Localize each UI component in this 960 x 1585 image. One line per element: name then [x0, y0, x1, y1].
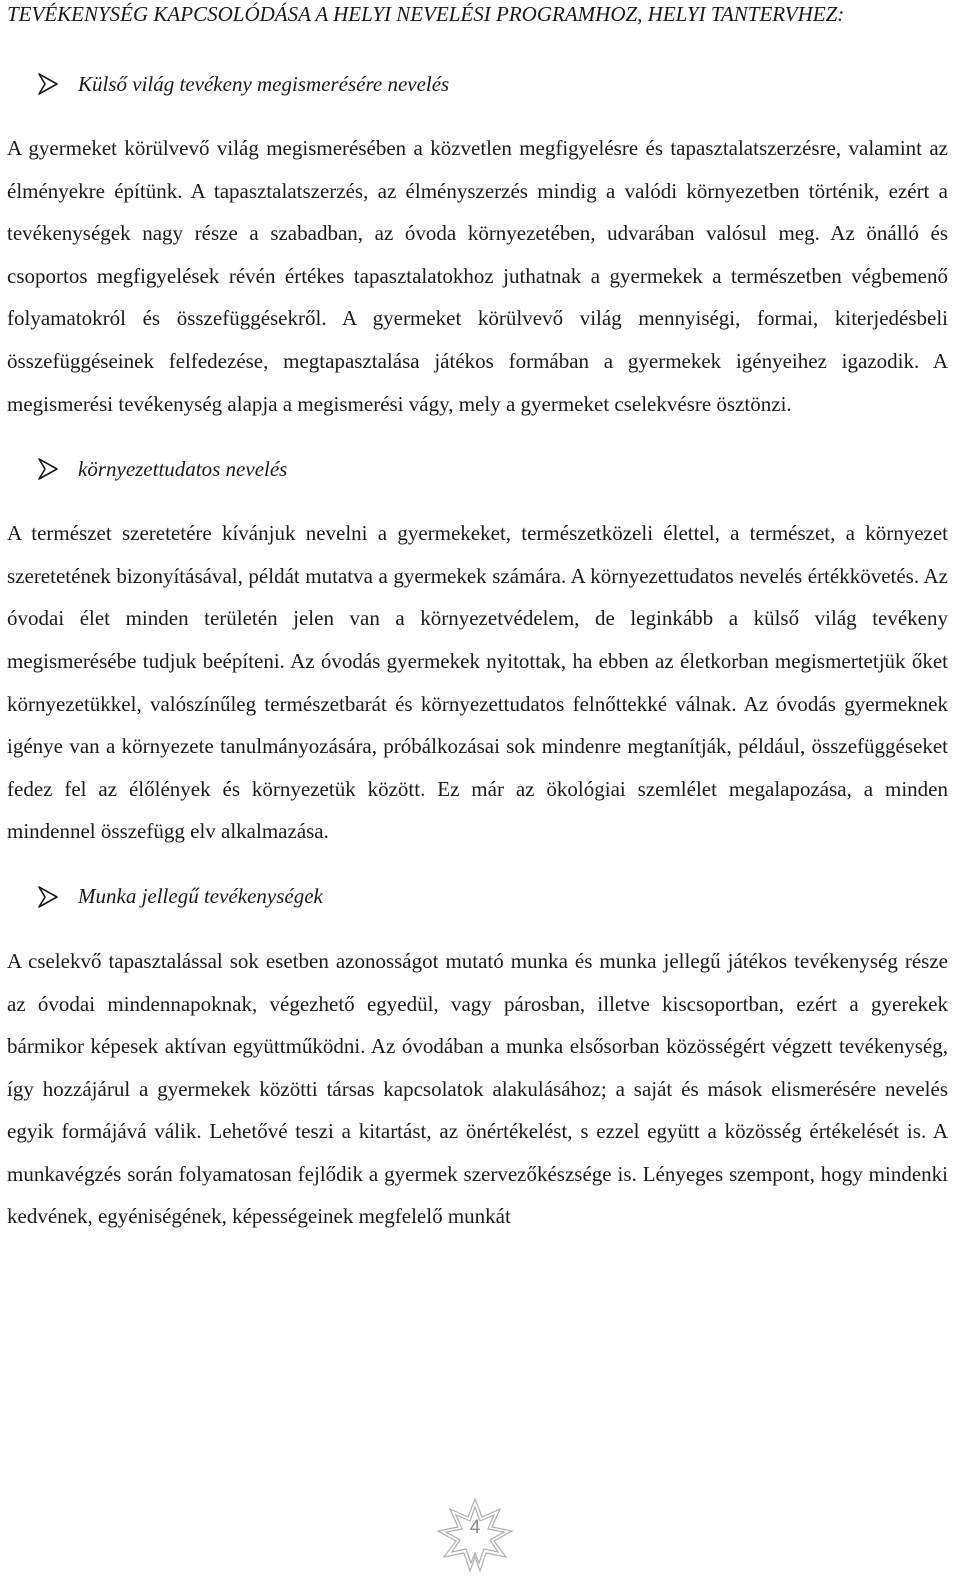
- arrow-bullet-icon: [37, 885, 59, 909]
- arrow-bullet-icon: [37, 72, 59, 96]
- section-heading-2: [37, 448, 948, 490]
- section-paragraph-2: A természet szeretetére kívánjuk nevelni a gyermekeket, természetközeli élettel, a természet, a környezet szeretetének bizonyításával, példát mutatva a gyermekek számára. A környezettudatos nevelés értékkövetés. Az óvodai élet minden területén jelen van a környezetvédelem, de leginkább a külső világ tevékeny megismerésébe tudjuk beépíteni. Az óvodás gyermekek nyitottak, ha ebben az életkorban megismertetjük őket környezetükkel, valószínűleg természetbarát és környezettudatos felnőttekké válnak. Az óvodás gyermeknek igénye van a környezete tanulmányozására, próbálkozásai sok mindenre megtanítják, például, összefüggéseket fedez fel az élőlények és környezetük között. Ez már az ökológiai szemlélet megalapozása, a minden mindennel összefügg elv alkalmazása.: [7, 521, 948, 844]
- section-heading-text: környezettudatos nevelés: [78, 456, 288, 481]
- section-heading-text: Munka jellegű tevékenységek: [78, 884, 323, 909]
- section-heading-text: Külső világ tevékeny megismerésére nevelés: [78, 71, 450, 96]
- document-title: TEVÉKENYSÉG KAPCSOLÓDÁSA A HELYI NEVELÉSI PROGRAMHOZ, HELYI TANTERVHEZ:: [7, 2, 845, 26]
- document-page: [7, 0, 948, 1238]
- section-heading-3: [37, 876, 948, 918]
- section-paragraph-3: A cselekvő tapasztalással sok esetben azonosságot mutató munka és munka jellegű játékos tevékenység része az óvodai mindennapoknak, végezhető egyedül, vagy párosban, illetve kiscsoportban, ezért a gyerekek bármikor képesek aktívan együttműködni. Az óvodában a munka elsősorban közösségért végzett tevékenység, így hozzájárul a gyermekek közötti társas kapcsolatok alakulásához; a saját és mások elismerésére nevelés egyik formájává válik. Lehetővé teszi a kitartást, az önértékelést, s ezzel együtt a közösség értékelését is. A munkavégzés során folyamatosan fejlődik a gyermek szervezőkészsége is. Lényeges szempont, hogy mindenki kedvének, egyéniségének, képességeinek megfelelő munkát: [7, 948, 948, 1229]
- page-number: 4: [469, 1517, 481, 1538]
- arrow-bullet-icon: [37, 457, 59, 481]
- section-heading-1: [37, 63, 948, 105]
- page-footer: [420, 1495, 530, 1575]
- section-paragraph-1: A gyermeket körülvevő világ megismerésében a közvetlen megfigyelésre és tapasztalatszerzésre, valamint az élményekre építünk. A tapasztalatszerzés, az élményszerzés mindig a valódi környezetben történik, ezért a tevékenységek nagy része a szabadban, az óvoda környezetében, udvarában valósul meg. Az önálló és csoportos megfigyelések révén értékes tapasztalatokhoz juthatnak a gyermekek a természetben végbemenő folyamatokról és összefüggésekről. A gyermeket körülvevő világ mennyiségi, formai, kiterjedésbeli összefüggéseinek felfedezése, megtapasztalása játékos formában a gyermekek igényeihez igazodik. A megismerési tevékenység alapja a megismerési vágy, mely a gyermeket cselekvésre ösztönzi.: [7, 136, 948, 416]
